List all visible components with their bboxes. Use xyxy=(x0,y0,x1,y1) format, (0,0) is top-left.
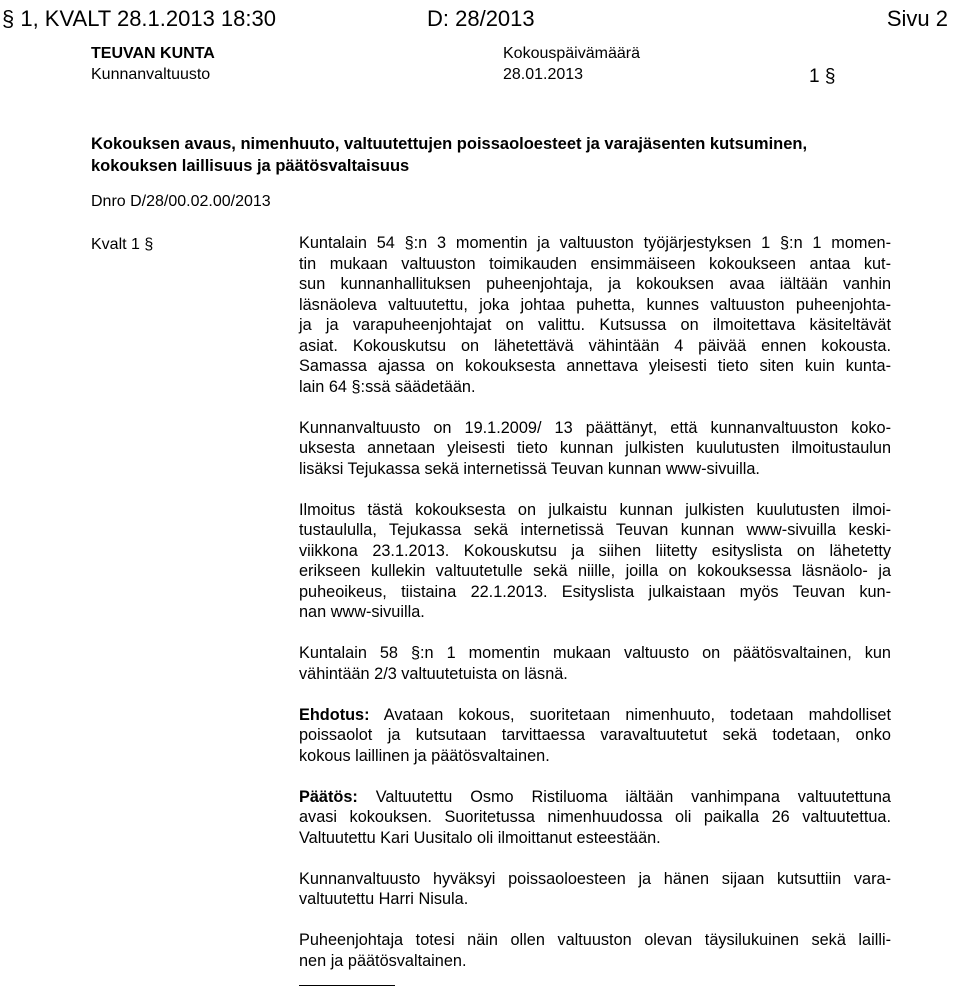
signature-divider xyxy=(299,985,395,986)
proposal-label: Ehdotus: xyxy=(299,705,370,724)
text-line: ja ja varapuheenjohtajat on valittu. Kutsussa on ilmoitettava käsiteltävät xyxy=(299,316,891,334)
text-line: Kuntalain 54 §:n 3 momentin ja valtuuston työjärjestyksen 1 §:n 1 momen- xyxy=(299,234,891,252)
text-line: läsnäoleva valtuutettu, joka johtaa puhetta, kunnes valtuuston puheenjohta- xyxy=(299,295,891,314)
side-label: Kvalt 1 § xyxy=(91,236,154,253)
text-line: lain 64 §:ssä säädetään. xyxy=(299,377,476,396)
municipality-name: TEUVAN KUNTA xyxy=(91,45,215,62)
text-line: Valtuutettu Kari Uusitalo oli ilmoittanut esteestään. xyxy=(299,828,661,847)
text-line: nan www-sivuilla. xyxy=(299,603,425,621)
page-header-right: Sivu 2 xyxy=(886,6,948,31)
proposal-paragraph xyxy=(299,705,891,767)
text-line: kokous laillinen ja päätösvaltainen. xyxy=(299,746,550,765)
text-line: Ilmoitus tästä kokouksesta on julkaistu kunnan julkisten kuulutusten ilmoi- xyxy=(299,500,891,519)
page-header-left: § 1, KVALT 28.1.2013 18:30 xyxy=(2,6,276,31)
text-line: valtuutettu Harri Nisula. xyxy=(299,890,469,908)
text-line: Avataan kokous, suoritetaan nimenhuuto, todetaan mahdolliset xyxy=(369,705,891,724)
text-line: erikseen kullekin valtuutetulle sekä niille, joilla on kokouksessa läsnäolo- ja xyxy=(299,562,891,580)
paragraph xyxy=(299,643,891,684)
text-line: uksesta annetaan yleisesti tieto kunnan julkisten kuulutusten ilmoitustaulun xyxy=(299,439,891,457)
dnro: Dnro D/28/00.02.00/2013 xyxy=(91,193,271,210)
text-line: avasi kokouksen. Suoritetussa nimenhuudossa oli paikalla 26 valtuutettua. xyxy=(299,808,891,826)
paragraph xyxy=(299,500,891,623)
text-line: vähintään 2/3 valtuutetuista on läsnä. xyxy=(299,664,568,683)
text-line: tin mukaan valtuuston toimikauden ensimmäiseen kokoukseen antaa kut- xyxy=(299,254,891,273)
section-number: 1 § xyxy=(809,66,836,87)
text-line: Puheenjohtaja totesi näin ollen valtuuston olevan täysilukuinen sekä lailli- xyxy=(299,931,891,949)
meeting-date-label: Kokouspäivämäärä xyxy=(503,45,640,62)
text-line: tustaululla, Tejukassa sekä internetissä Teuvan kunnan www-sivuilla keski- xyxy=(299,521,891,539)
text-line: sun kunnanhallituksen puheenjohtaja, ja kokouksen avaa iältään vanhin xyxy=(299,275,891,293)
text-line: Samassa ajassa on kokouksesta annettava yleisesti tieto siten kuin kunta- xyxy=(299,357,891,375)
paragraph xyxy=(299,233,891,397)
page-header-center: D: 28/2013 xyxy=(427,6,535,31)
text-line: Kunnanvaltuusto on 19.1.2009/ 13 päättänyt, että kunnanvaltuuston koko- xyxy=(299,418,891,437)
text-line: poissaolot ja kutsutaan tarvittaessa varavaltuutetut sekä todetaan, onko xyxy=(299,726,891,744)
meeting-date: 28.01.2013 xyxy=(503,66,584,83)
paragraph xyxy=(299,418,891,480)
item-title-line: kokouksen laillisuus ja päätösvaltaisuus xyxy=(91,157,410,175)
item-title-line: Kokouksen avaus, nimenhuuto, valtuutettujen poissaoloesteet ja varajäsenten kutsuminen, xyxy=(91,135,808,153)
decision-label: Päätös: xyxy=(299,787,358,806)
text-line: Kuntalain 58 §:n 1 momentin mukaan valtuusto on päätösvaltainen, kun xyxy=(299,644,891,662)
text-line: lisäksi Tejukassa sekä internetissä Teuvan kunnan www-sivuilla. xyxy=(299,459,760,478)
item-body xyxy=(299,233,891,992)
text-line: nen ja päätösvaltainen. xyxy=(299,951,467,970)
text-line: asiat. Kokouskutsu on lähetettävä vähintään 4 päivää ennen kokousta. xyxy=(299,336,891,355)
paragraph xyxy=(299,869,891,910)
body-name: Kunnanvaltuusto xyxy=(91,66,211,83)
paragraph xyxy=(299,930,891,971)
text-line: Valtuutettu Osmo Ristiluoma iältään vanhimpana valtuutettuna xyxy=(357,787,891,806)
text-line: viikkona 23.1.2013. Kokouskutsu ja siihen liitetty esityslista on lähetetty xyxy=(299,541,891,560)
text-line: puheoikeus, tiistaina 22.1.2013. Esityslista julkaistaan myös Teuvan kun- xyxy=(299,582,891,601)
text-line: Kunnanvaltuusto hyväksyi poissaoloesteen ja hänen sijaan kutsuttiin vara- xyxy=(299,869,891,888)
item-title xyxy=(91,133,891,177)
decision-paragraph xyxy=(299,787,891,849)
